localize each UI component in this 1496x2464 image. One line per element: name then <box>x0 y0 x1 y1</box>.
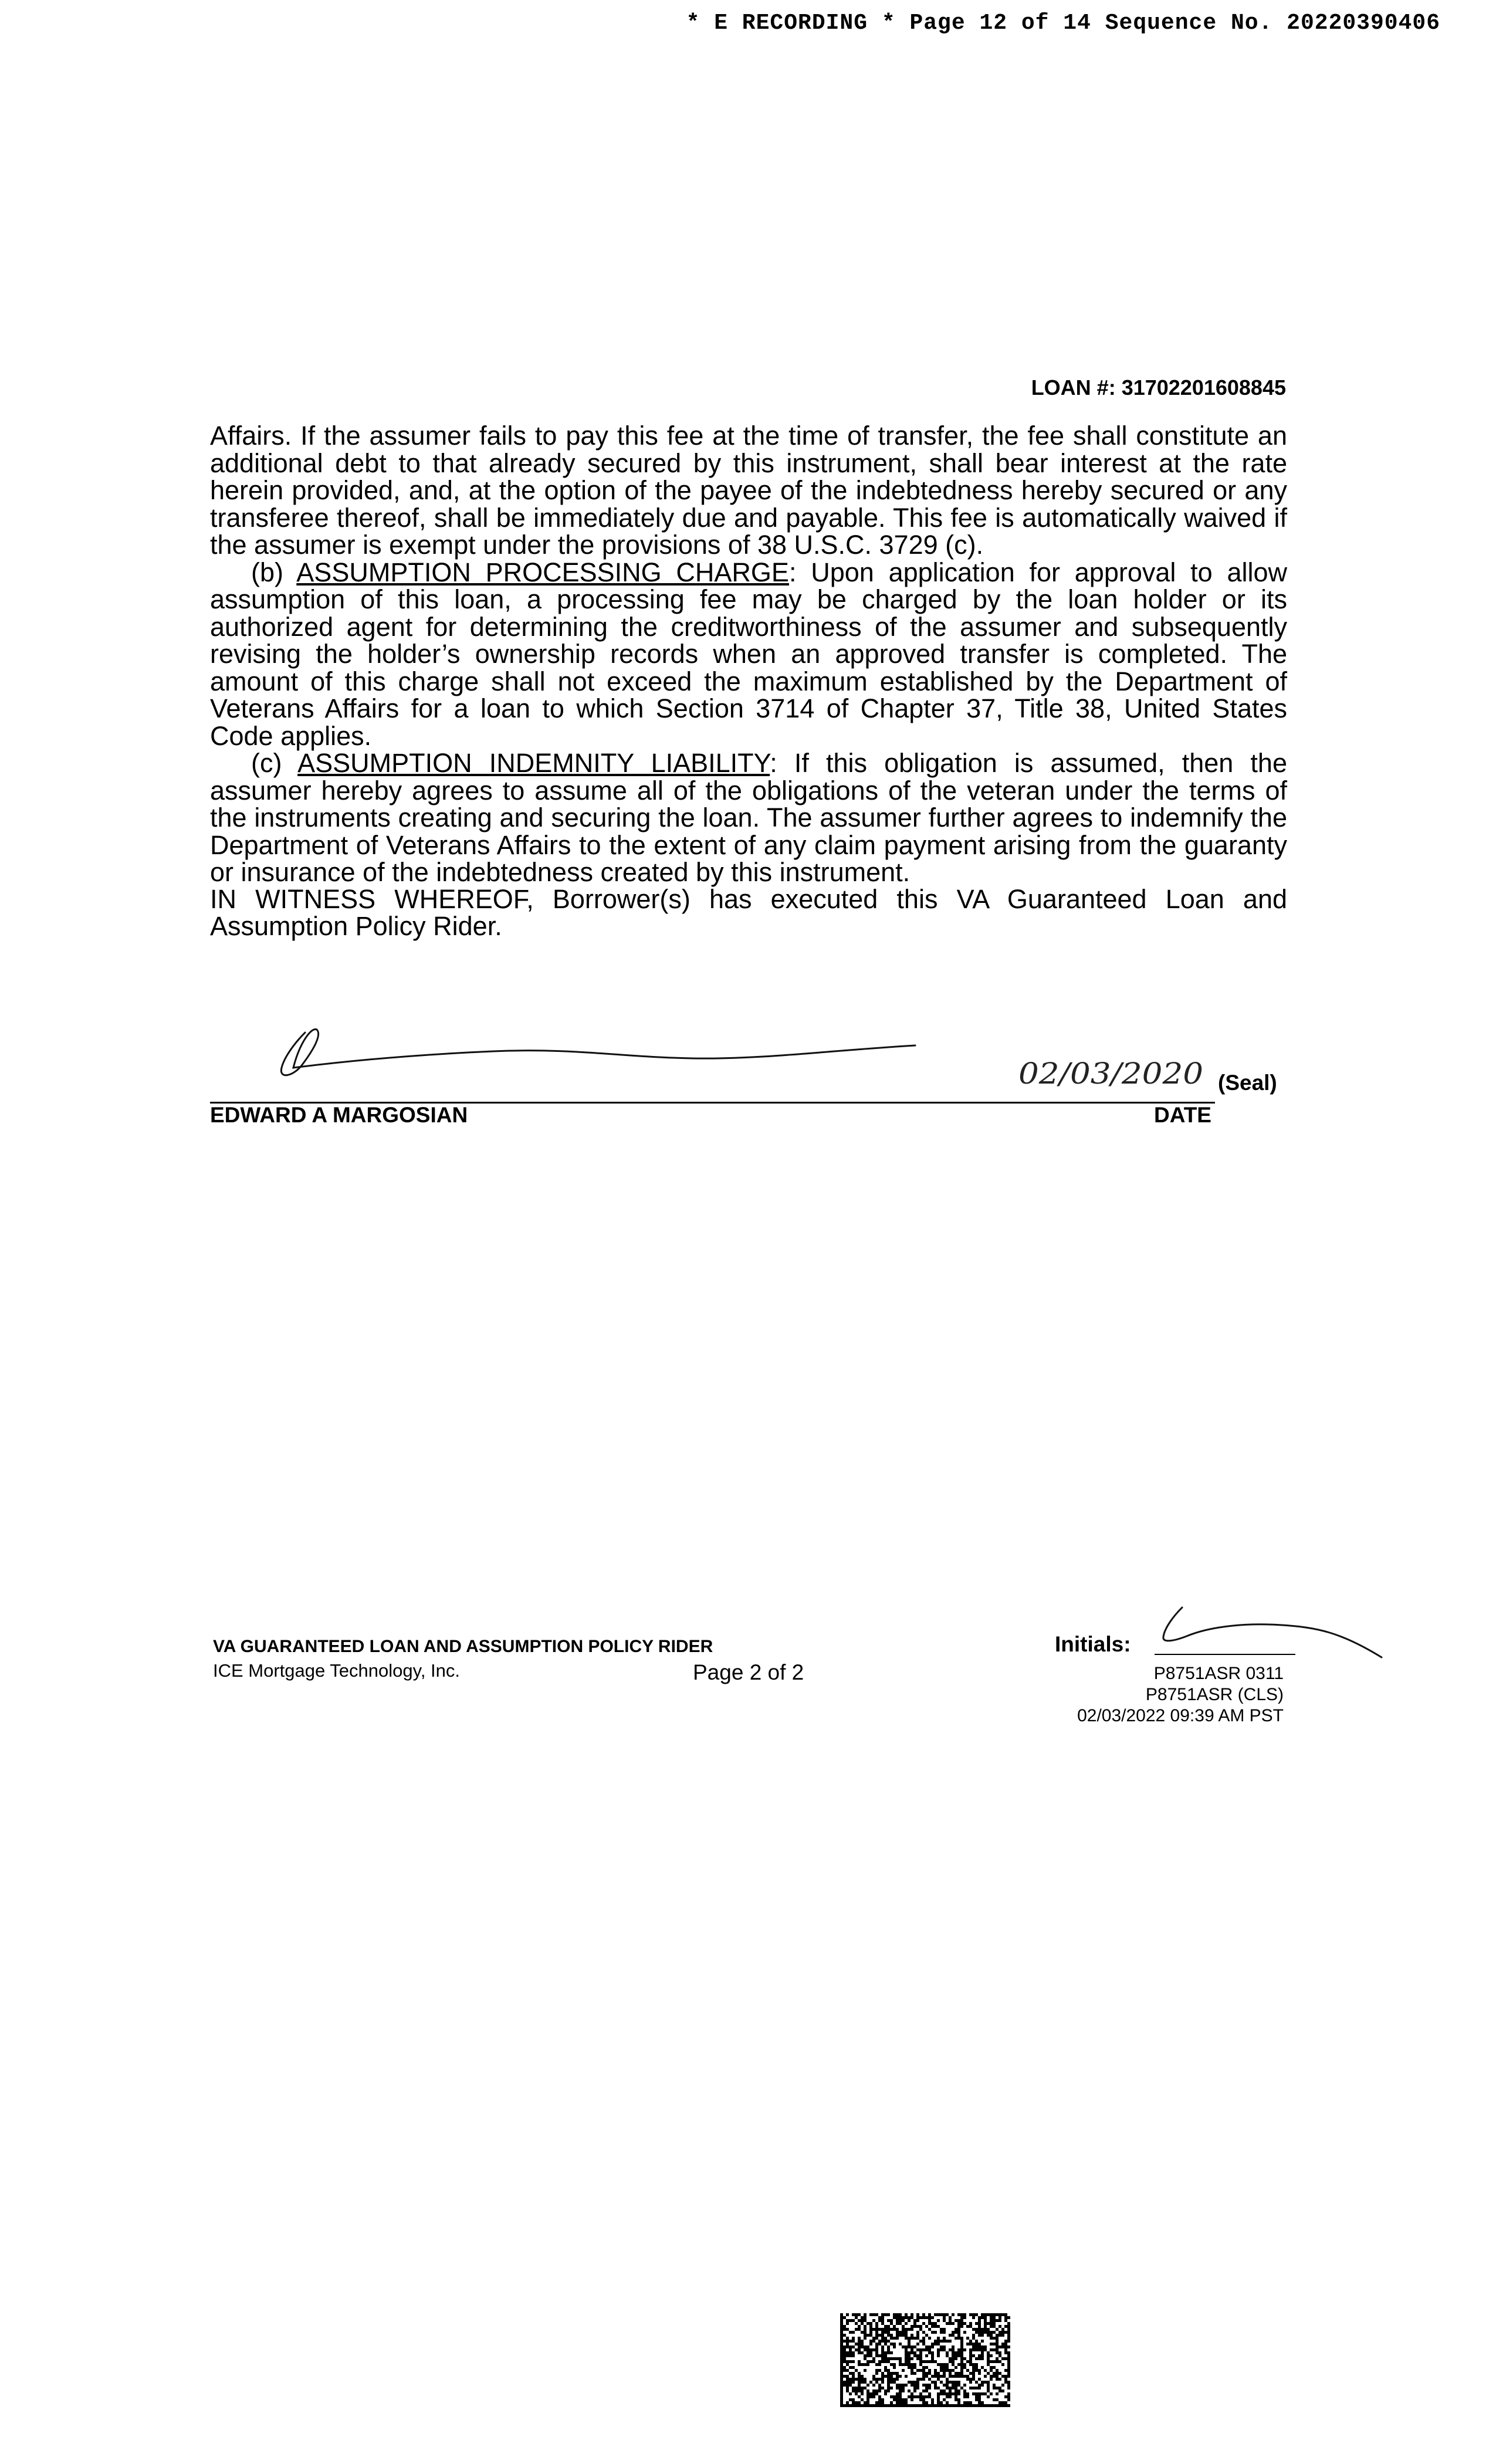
loan-number: LOAN #: 31702201608845 <box>1031 375 1286 400</box>
borrower-name: EDWARD A MARGOSIAN <box>210 1103 468 1127</box>
witness-statement: IN WITNESS WHEREOF, Borrower(s) has executed this VA Guaranteed Loan and Assumption Policy Rider. <box>210 884 1287 941</box>
borrower-signature <box>270 1009 962 1091</box>
form-title: VA GUARANTEED LOAN AND ASSUMPTION POLICY RIDER <box>213 1637 713 1656</box>
section-c-text: : If this obligation is assumed, then the assumer hereby agrees to assume all of the obligations of the veteran under the terms of the instruments creating and securing the loan. The assumer further agrees to indemnify the Department of Veterans Affairs to the extent of any claim payment arising from the guaranty or insurance of the indebtedness created by this instrument. <box>210 748 1287 887</box>
borrower-initials <box>1147 1596 1393 1672</box>
datamatrix-barcode <box>840 2313 1010 2407</box>
page-number: Page 2 of 2 <box>693 1660 804 1684</box>
date-label: DATE <box>1154 1103 1211 1127</box>
section-b-text: : Upon application for approval to allow assumption of this loan, a processing fee may be charged by the loan holder or its authorized agent for determining the creditworthiness of the assumer and subsequently revising the holder’s ownership records when an approved transfer is completed. The amount of this charge shall not exceed the maximum established by the Department of Veterans Affairs for a loan to which Section 3714 of Chapter 37, Title 38, United States Code applies. <box>210 557 1287 751</box>
form-code-block <box>1077 1663 1284 1727</box>
section-b-heading: ASSUMPTION PROCESSING CHARGE <box>296 557 789 587</box>
vendor-name: ICE Mortgage Technology, Inc. <box>213 1660 461 1681</box>
section-c-heading: ASSUMPTION INDEMNITY LIABILITY <box>297 748 770 778</box>
rider-body <box>210 422 1287 886</box>
timestamp: 02/03/2022 09:39 AM PST <box>1077 1706 1284 1725</box>
paragraph-continuation: Affairs. If the assumer fails to pay this fee at the time of transfer, the fee shall constitute an additional debt to that already secured by this instrument, shall bear interest at the rate herein provided, and, at the option of the payee of the indebtedness hereby secured or any transferee thereof, shall be immediately due and payable. This fee is automatically waived if the assumer is exempt under the provisions of 38 U.S.C. 3729 (c). <box>210 421 1287 560</box>
form-code-1: P8751ASR 0311 <box>1153 1664 1284 1683</box>
recording-header: * E RECORDING * Page 12 of 14 Sequence No. 20220390406 <box>686 11 1440 36</box>
form-code-2: P8751ASR (CLS) <box>1145 1685 1284 1704</box>
section-c <box>210 750 1287 886</box>
seal-label: (Seal) <box>1218 1071 1277 1095</box>
initials-label: Initials: <box>1055 1632 1131 1656</box>
section-b <box>210 559 1287 750</box>
section-c-prefix: (c) <box>251 748 282 778</box>
handwritten-date-text: 02/03/2020 <box>1018 1057 1203 1091</box>
section-b-prefix: (b) <box>251 557 283 587</box>
handwritten-date <box>1015 1053 1214 1097</box>
